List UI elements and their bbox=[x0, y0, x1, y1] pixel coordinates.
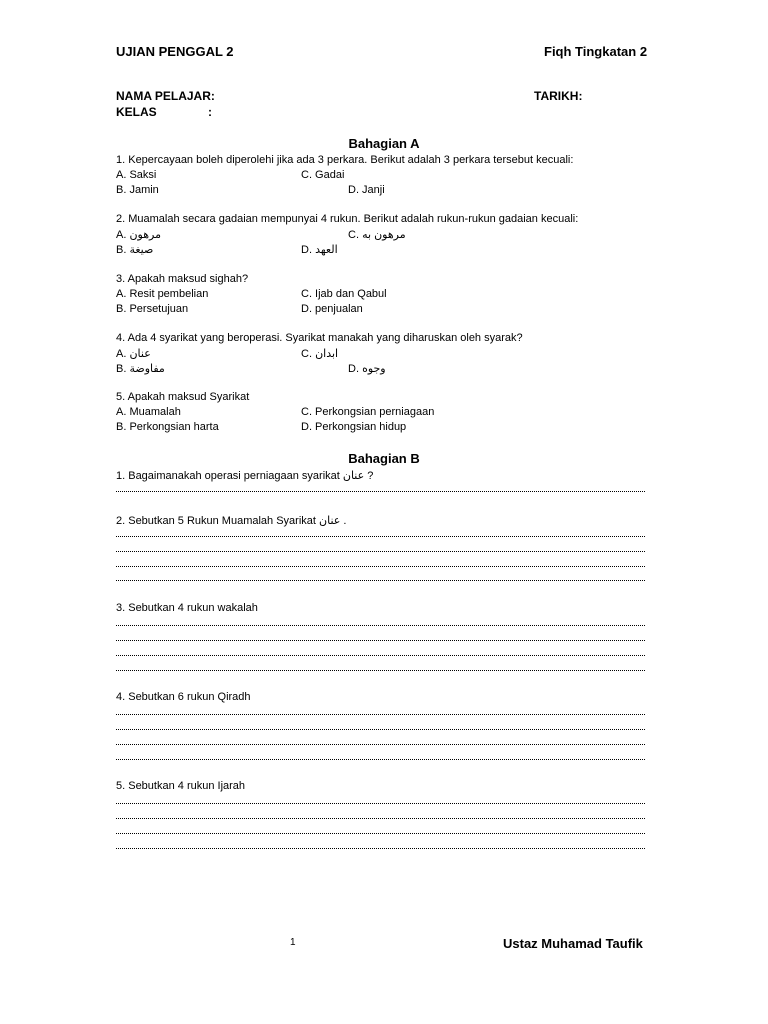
answer-line bbox=[116, 818, 645, 819]
option-a5-a: A. Muamalah bbox=[116, 406, 181, 418]
option-a3-b: B. Persetujuan bbox=[116, 303, 189, 315]
answer-line bbox=[116, 744, 645, 745]
answer-line bbox=[116, 655, 645, 656]
answer-line bbox=[116, 491, 645, 492]
page-number: 1 bbox=[290, 937, 296, 948]
subject-title: Fiqh Tingkatan 2 bbox=[544, 44, 648, 59]
answer-line bbox=[116, 566, 645, 567]
option-a5-d: D. Perkongsian hidup bbox=[301, 421, 407, 433]
answer-line bbox=[116, 729, 645, 730]
question-a1: 1. Kepercayaan boleh diperolehi jika ada 3 perkara. Berikut adalah 3 perkara tersebut kecuali: bbox=[116, 154, 574, 166]
option-a1-b: B. Jamin bbox=[116, 184, 159, 196]
answer-line bbox=[116, 536, 645, 537]
date-label: TARIKH: bbox=[534, 89, 583, 103]
question-a2: 2. Muamalah secara gadaian mempunyai 4 rukun. Berikut adalah rukun-rukun gadaian kecuali: bbox=[116, 213, 579, 225]
section-b-heading: Bahagian B bbox=[348, 451, 420, 466]
option-a5-c: C. Perkongsian perniagaan bbox=[301, 406, 435, 418]
answer-line bbox=[116, 580, 645, 581]
option-a2-d: D. العهد bbox=[301, 244, 338, 256]
question-a4: 4. Ada 4 syarikat yang beroperasi. Syarikat manakah yang diharuskan oleh syarak? bbox=[116, 332, 523, 344]
option-a4-a: A. عنان bbox=[116, 348, 151, 360]
option-a1-a: A. Saksi bbox=[116, 169, 157, 181]
option-a1-d: D. Janji bbox=[348, 184, 385, 196]
class-colon: : bbox=[208, 105, 212, 119]
option-a2-b: B. صيغة bbox=[116, 244, 154, 256]
question-b3: 3. Sebutkan 4 rukun wakalah bbox=[116, 602, 258, 614]
option-a4-d: D. وجوه bbox=[348, 363, 386, 375]
answer-line bbox=[116, 625, 645, 626]
option-a4-c: C. ابدان bbox=[301, 348, 339, 360]
question-a3: 3. Apakah maksud sighah? bbox=[116, 273, 249, 285]
question-b1: 1. Bagaimanakah operasi perniagaan syarikat عنان ? bbox=[116, 470, 374, 482]
question-b5: 5. Sebutkan 4 rukun Ijarah bbox=[116, 780, 246, 792]
answer-line bbox=[116, 640, 645, 641]
answer-line bbox=[116, 803, 645, 804]
question-b4: 4. Sebutkan 6 rukun Qiradh bbox=[116, 691, 251, 703]
option-a3-a: A. Resit pembelian bbox=[116, 288, 209, 300]
option-a5-b: B. Perkongsian harta bbox=[116, 421, 219, 433]
student-name-label: NAMA PELAJAR: bbox=[116, 89, 215, 103]
answer-line bbox=[116, 714, 645, 715]
class-label: KELAS bbox=[116, 105, 157, 119]
option-a3-c: C. Ijab dan Qabul bbox=[301, 288, 387, 300]
answer-line bbox=[116, 848, 645, 849]
section-a-heading: Bahagian A bbox=[348, 136, 420, 151]
question-b2: 2. Sebutkan 5 Rukun Muamalah Syarikat عنان . bbox=[116, 515, 347, 527]
answer-line bbox=[116, 759, 645, 760]
option-a4-b: B. مفاوضة bbox=[116, 363, 165, 375]
option-a2-c: C. مرهون به bbox=[348, 229, 406, 241]
option-a2-a: A. مرهون bbox=[116, 229, 161, 241]
option-a3-d: D. penjualan bbox=[301, 303, 363, 315]
answer-line bbox=[116, 670, 645, 671]
author-name: Ustaz Muhamad Taufik bbox=[503, 936, 643, 951]
answer-line bbox=[116, 551, 645, 552]
answer-line bbox=[116, 833, 645, 834]
question-a5: 5. Apakah maksud Syarikat bbox=[116, 391, 250, 403]
option-a1-c: C. Gadai bbox=[301, 169, 345, 181]
document-title: UJIAN PENGGAL 2 bbox=[116, 44, 234, 59]
